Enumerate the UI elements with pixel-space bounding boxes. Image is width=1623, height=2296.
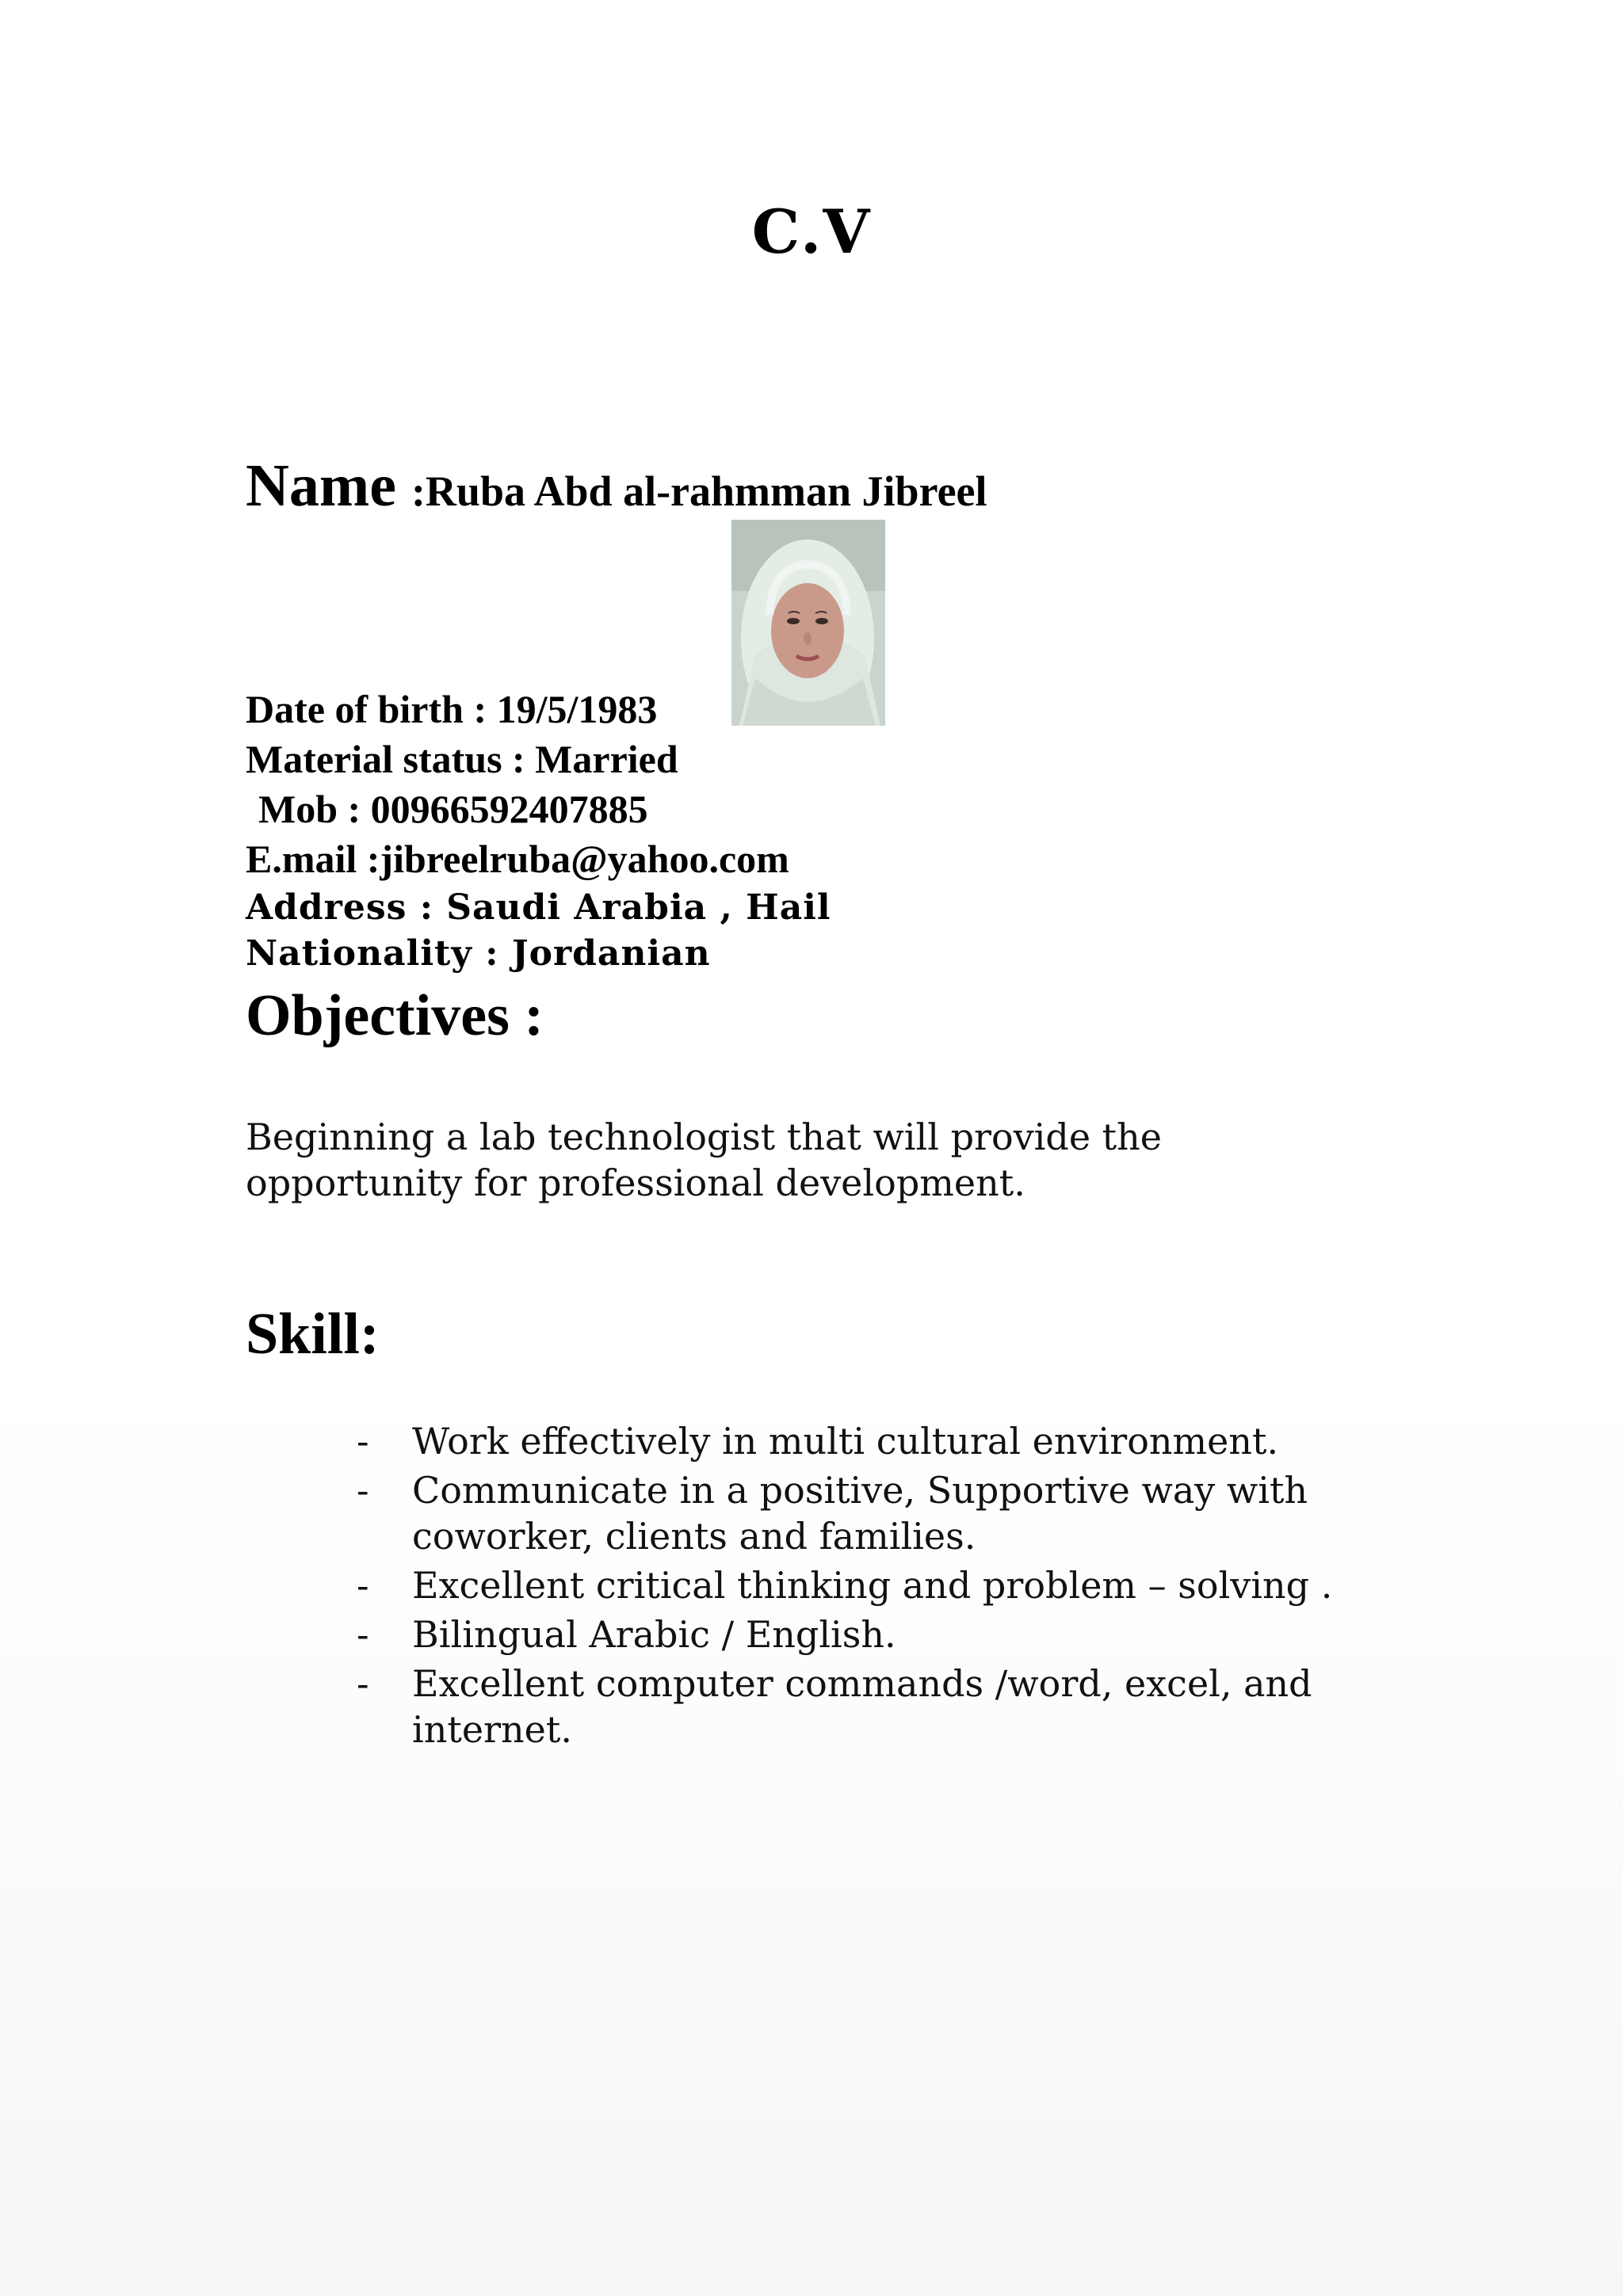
bullet-dash: - xyxy=(357,1420,369,1463)
skill-item xyxy=(357,1562,1347,1608)
skill-text: Excellent computer commands /word, excel, and internet. xyxy=(412,1662,1312,1751)
name-label: Name xyxy=(246,452,411,519)
skill-text: Excellent critical thinking and problem – solving . xyxy=(412,1564,1333,1607)
objective-text: Beginning a lab technologist that will provide the opportunity for professional development. xyxy=(246,1116,1163,1204)
skill-item xyxy=(357,1611,1347,1657)
date-of-birth: Date of birth : 19/5/1983 xyxy=(246,687,658,731)
bullet-dash: - xyxy=(357,1564,369,1607)
name-value: :Ruba Abd al-rahmman Jibreel xyxy=(411,467,987,515)
document-title: C.V xyxy=(751,196,872,267)
skill-item xyxy=(357,1661,1347,1753)
skill-text: Bilingual Arabic / English. xyxy=(412,1613,896,1656)
nationality: Nationality : Jordanian xyxy=(246,933,711,974)
bullet-dash: - xyxy=(357,1613,369,1656)
marital-status: Material status : Married xyxy=(246,737,678,781)
skill-heading: Skill: xyxy=(246,1302,380,1367)
mobile-number: Mob : 00966592407885 xyxy=(258,787,648,831)
address: Address : Saudi Arabia , Hail xyxy=(246,887,831,928)
name-line xyxy=(246,452,987,521)
skill-text: Communicate in a positive, Supportive way with coworker, clients and families. xyxy=(412,1469,1308,1558)
skill-text: Work effectively in multi cultural environment. xyxy=(412,1420,1279,1463)
skill-item xyxy=(357,1418,1347,1464)
portrait-photo-icon xyxy=(731,520,885,726)
portrait-photo xyxy=(731,520,885,726)
bullet-dash: - xyxy=(357,1469,369,1512)
email-address: E.mail :jibreelruba@yahoo.com xyxy=(246,837,789,881)
objectives-heading: Objectives : xyxy=(246,983,544,1048)
skills-list xyxy=(357,1418,1347,1756)
bullet-dash: - xyxy=(357,1662,369,1705)
skill-item xyxy=(357,1467,1347,1559)
